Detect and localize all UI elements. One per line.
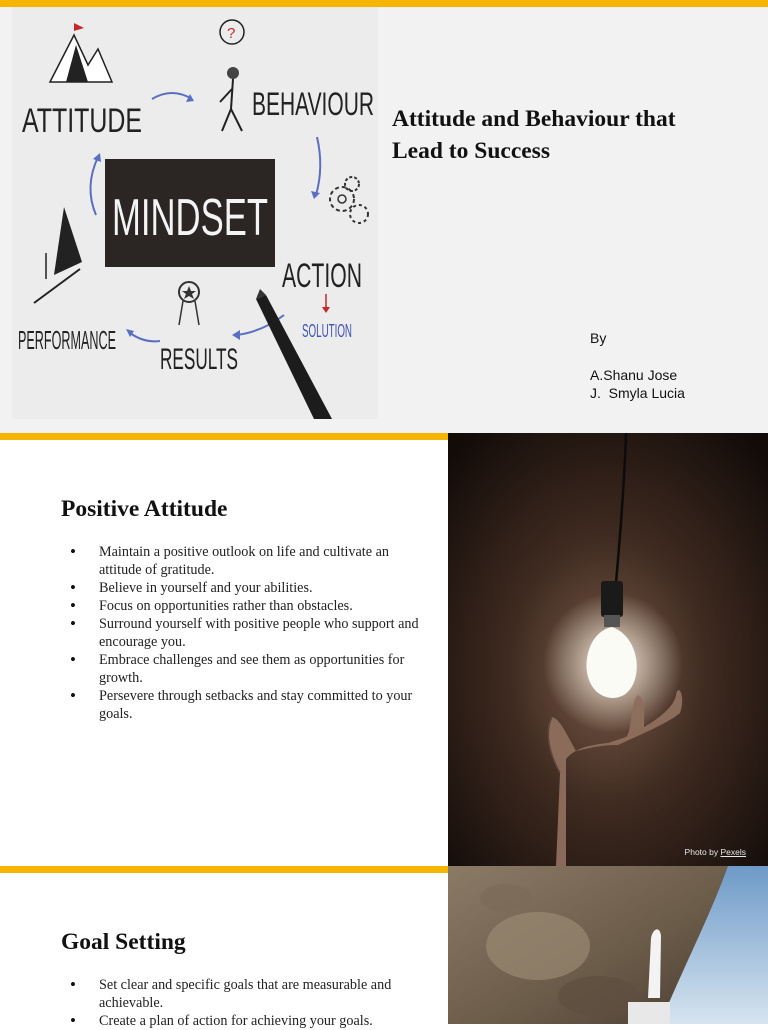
- slide-heading: Positive Attitude: [61, 496, 228, 522]
- positive-attitude-slide: [0, 433, 768, 866]
- rock-climbing-photo: [448, 866, 768, 1024]
- presentation-title: Attitude and Behaviour that Lead to Success: [392, 106, 676, 164]
- accent-bar: [0, 0, 768, 7]
- list-item: • Believe in yourself and your abilities.: [61, 579, 421, 597]
- list-item: • Persevere through setbacks and stay committed to your goals.: [61, 687, 421, 723]
- lightbulb-photo: [448, 433, 768, 866]
- title-slide: [0, 0, 768, 433]
- photo-credit: [685, 847, 746, 857]
- diagram-word-attitude: ATTITUDE: [22, 102, 142, 140]
- by-label: By: [590, 330, 607, 346]
- diagram-word-results: RESULTS: [160, 343, 238, 376]
- bullet-list: [61, 543, 421, 723]
- list-item: • Set clear and specific goals that are measurable and achievable.: [61, 976, 421, 1012]
- accent-bar: [0, 866, 448, 873]
- list-item: • Focus on opportunities rather than obstacles.: [61, 597, 421, 615]
- photo-credit-prefix: Photo by: [684, 847, 719, 857]
- bullet-list: [61, 976, 421, 1030]
- list-item: • Embrace challenges and see them as opportunities for growth.: [61, 651, 421, 687]
- diagram-word-solution: SOLUTION: [302, 321, 352, 341]
- author-name: A.Shanu Jose: [590, 367, 678, 383]
- list-item: • Maintain a positive outlook on life and cultivate an attitude of gratitude.: [61, 543, 421, 579]
- author-name: J. Smyla Lucia: [590, 385, 685, 401]
- diagram-word-performance: PERFORMANCE: [18, 325, 116, 355]
- goal-setting-slide: [0, 866, 768, 1029]
- mindset-diagram-image: [12, 7, 378, 419]
- diagram-word-action: ACTION: [282, 257, 362, 295]
- accent-bar: [0, 433, 448, 440]
- list-item: • Create a plan of action for achieving your goals.: [61, 1012, 421, 1030]
- diagram-word-behaviour: BEHAVIOUR: [252, 86, 374, 122]
- slide-heading: Goal Setting: [61, 929, 186, 955]
- pexels-link[interactable]: Pexels: [720, 847, 746, 857]
- svg-text:?: ?: [227, 25, 236, 42]
- diagram-word-mindset: MINDSET: [112, 189, 268, 247]
- list-item: • Surround yourself with positive people who support and encourage you.: [61, 615, 421, 651]
- author-list: [590, 366, 685, 402]
